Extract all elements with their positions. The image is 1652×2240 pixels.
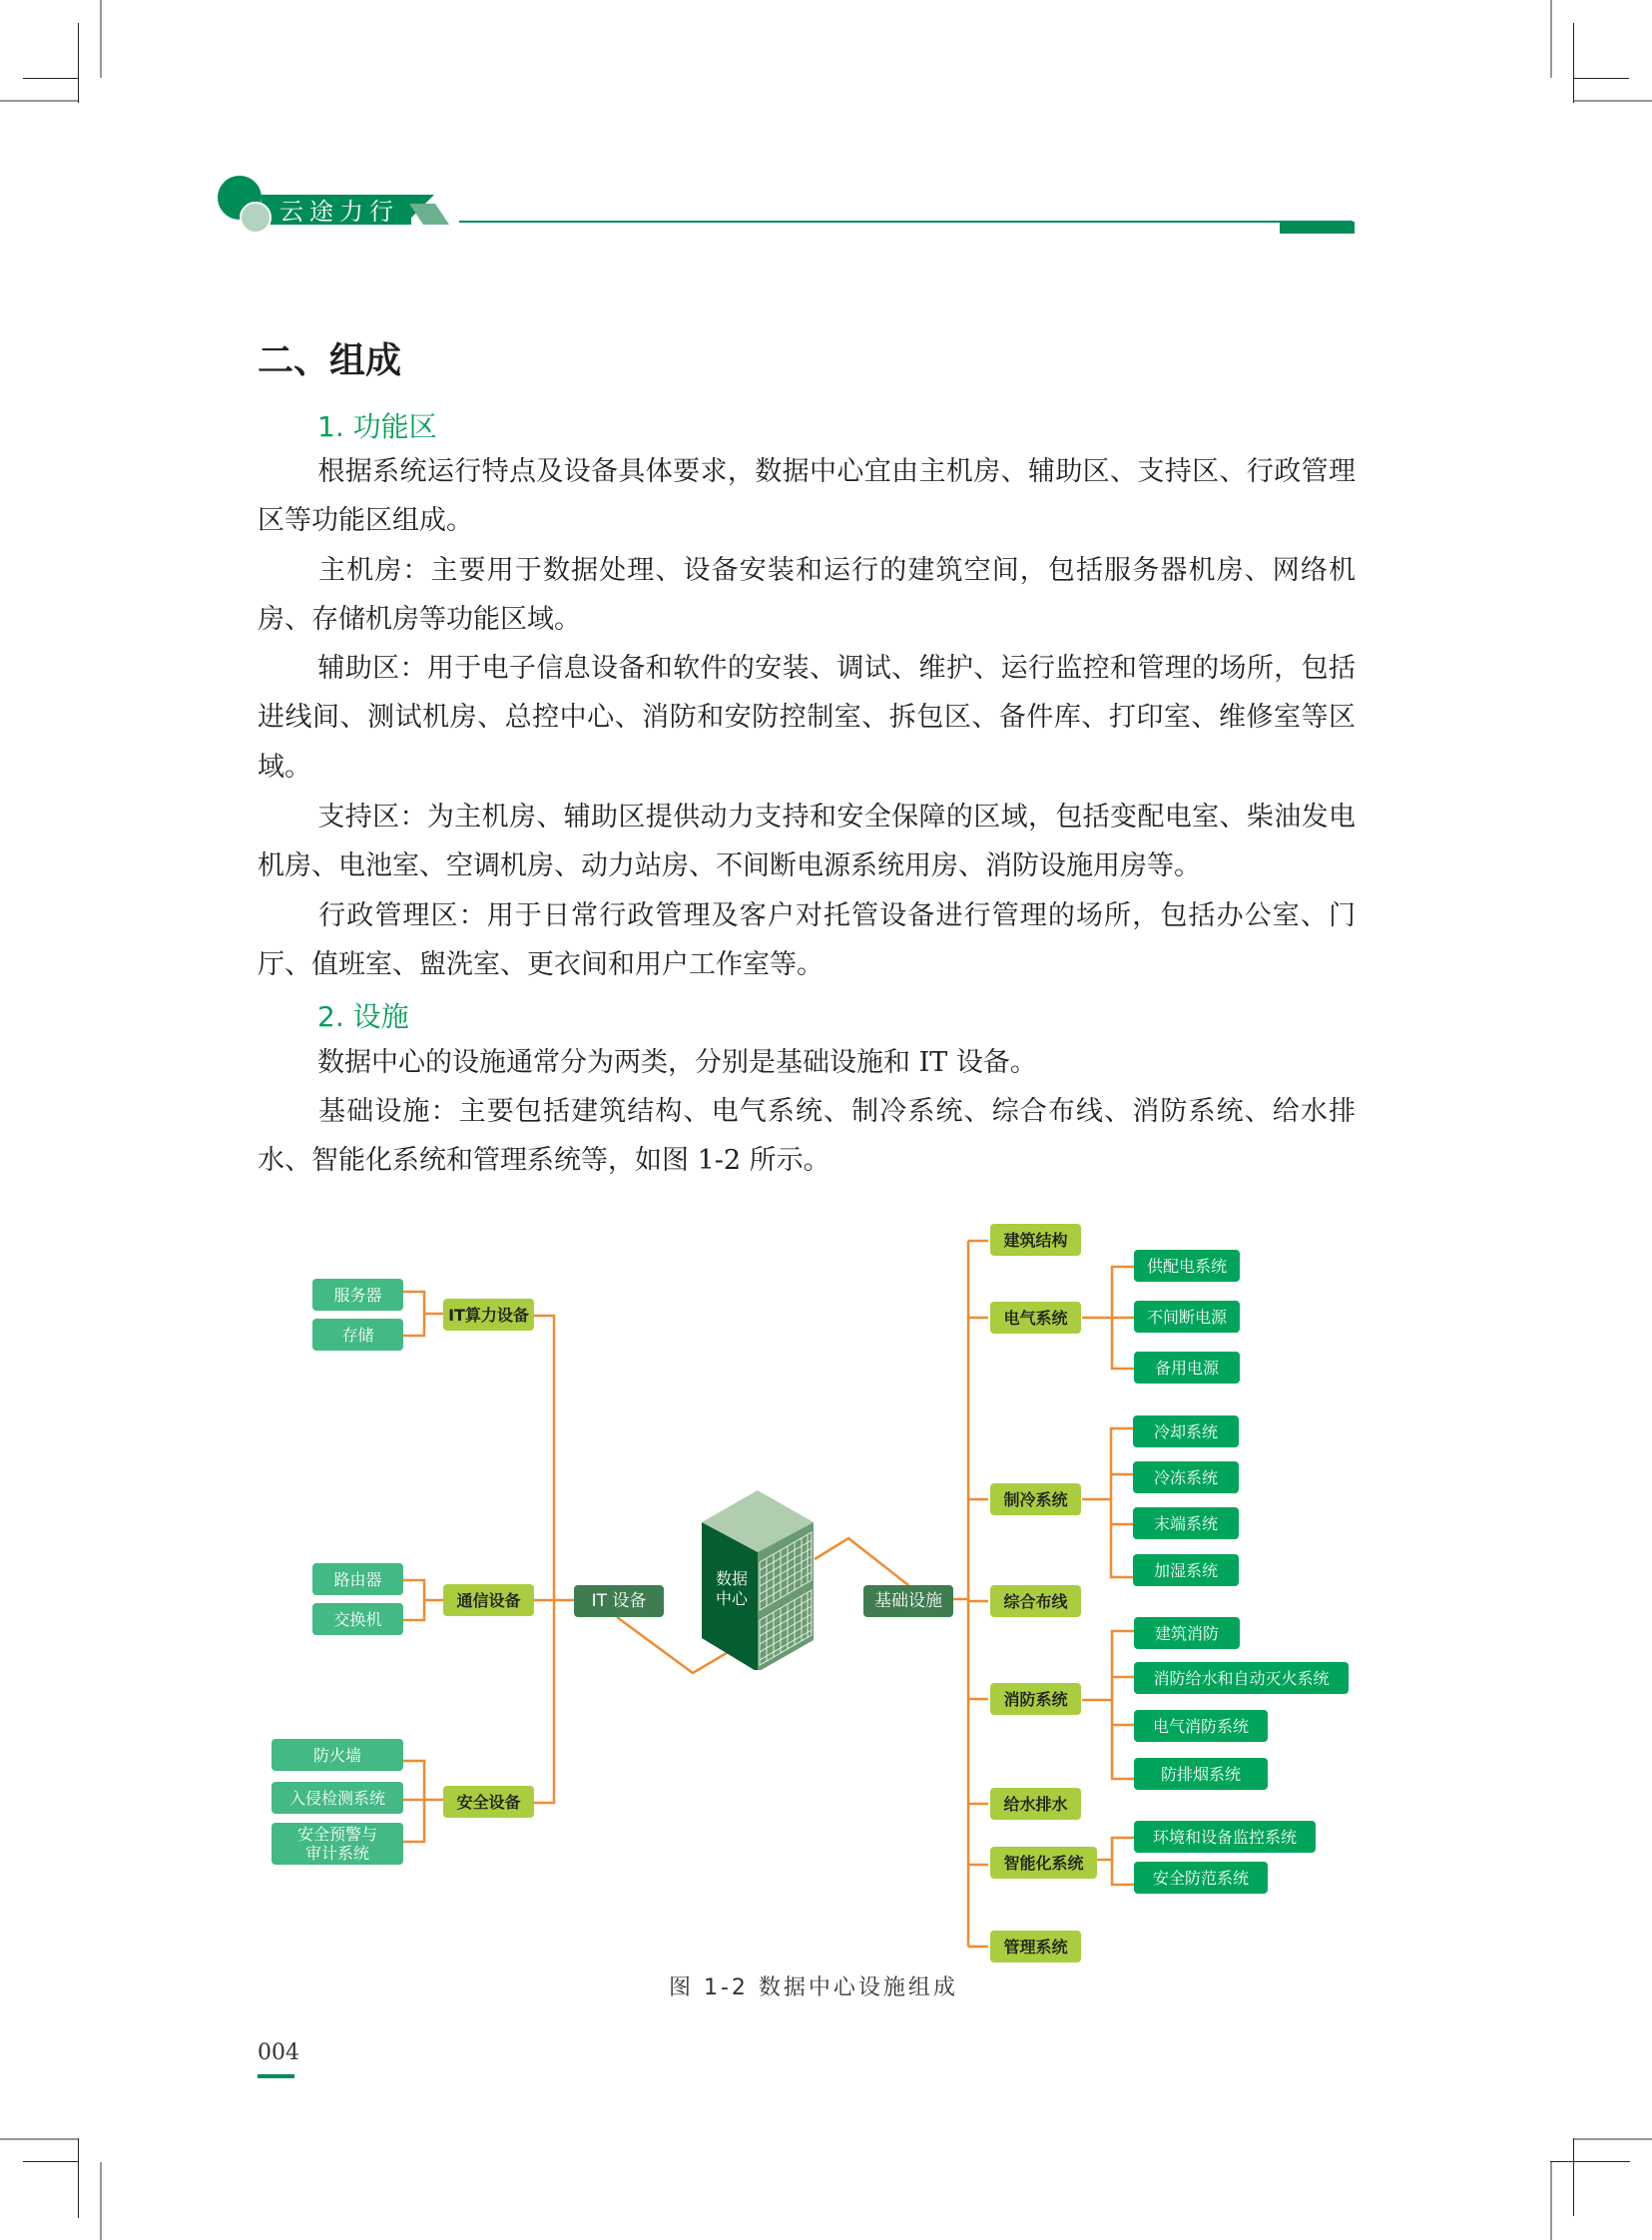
humidification-node: 加湿系统 bbox=[1133, 1554, 1239, 1586]
datacenter-label-line1: 数据 bbox=[715, 1569, 748, 1588]
security-audit-node bbox=[272, 1823, 403, 1865]
power-distribution-node: 供配电系统 bbox=[1134, 1250, 1240, 1282]
security-protection-node: 安全防范系统 bbox=[1134, 1862, 1268, 1894]
paragraph-text: 基础设施：主要包括建筑结构、电气系统、制冷系统、综合布线、消防系统、给水排水、智能化系统和管理系统等，如图 1-2 所示。 bbox=[258, 1096, 1356, 1177]
fire-water-node: 消防给水和自动灭火系统 bbox=[1134, 1662, 1349, 1694]
communication-node: 通信设备 bbox=[443, 1584, 534, 1616]
switch-node: 交换机 bbox=[312, 1603, 403, 1635]
router-node: 路由器 bbox=[312, 1563, 403, 1595]
paragraph-text: 主机房：主要用于数据处理、设备安装和运行的建筑空间，包括服务器机房、网络机房、存储机房等功能区域。 bbox=[258, 555, 1356, 636]
datacenter-label-line2: 中心 bbox=[715, 1589, 748, 1608]
cooling-system-node: 制冷系统 bbox=[990, 1483, 1081, 1515]
building-structure-node: 建筑结构 bbox=[990, 1224, 1081, 1256]
subsection-heading-functional-zones: 1. 功能区 bbox=[317, 410, 437, 443]
intrusion-detection-node: 入侵检测系统 bbox=[272, 1782, 403, 1814]
paragraph-text: 支持区：为主机房、辅助区提供动力支持和安全保障的区域，包括变配电室、柴油发电机房、电池室、空调机房、动力站房、不间断电源系统用房、消防设施用房等。 bbox=[258, 802, 1356, 882]
figure-caption: 图 1-2 数据中心设施组成 bbox=[669, 1975, 958, 2000]
chilling-system-node: 冷却系统 bbox=[1133, 1415, 1239, 1447]
building-fire-node: 建筑消防 bbox=[1134, 1617, 1240, 1649]
datacenter-label bbox=[707, 1569, 757, 1609]
security-audit-line2: 审计系统 bbox=[304, 1844, 369, 1863]
security-audit-line1: 安全预警与 bbox=[296, 1825, 377, 1844]
freezing-system-node: 冷冻系统 bbox=[1133, 1461, 1239, 1493]
page-number: 004 bbox=[258, 2040, 299, 2065]
section-title: 二、组成 bbox=[258, 340, 402, 381]
environment-monitoring-node: 环境和设备监控系统 bbox=[1134, 1821, 1316, 1853]
series-title: 云途力行 bbox=[279, 198, 399, 226]
fire-system-node: 消防系统 bbox=[990, 1683, 1081, 1715]
security-equipment-node: 安全设备 bbox=[443, 1786, 534, 1818]
management-system-node: 管理系统 bbox=[990, 1931, 1081, 1962]
storage-node: 存储 bbox=[312, 1319, 403, 1351]
server-node: 服务器 bbox=[312, 1279, 403, 1311]
page-number-underline bbox=[258, 2074, 294, 2078]
paragraph-text: 辅助区：用于电子信息设备和软件的安装、调试、维护、运行监控和管理的场所，包括进线间、测试机房、总控中心、消防和安防控制室、拆包区、备件库、打印室、维修室等区域。 bbox=[258, 653, 1356, 783]
electrical-system-node: 电气系统 bbox=[990, 1302, 1081, 1334]
backup-power-node: 备用电源 bbox=[1134, 1352, 1240, 1384]
cabling-node: 综合布线 bbox=[990, 1585, 1081, 1617]
smoke-exhaust-node: 防排烟系统 bbox=[1134, 1758, 1268, 1790]
paragraph-text: 行政管理区：用于日常行政管理及客户对托管设备进行管理的场所，包括办公室、门厅、值班室、盥洗室、更衣间和用户工作室等。 bbox=[258, 900, 1356, 981]
it-compute-node: IT算力设备 bbox=[443, 1299, 534, 1331]
infrastructure-node: 基础设施 bbox=[863, 1585, 953, 1617]
water-drainage-node: 给水排水 bbox=[990, 1788, 1081, 1820]
ups-node: 不间断电源 bbox=[1134, 1301, 1240, 1333]
it-equipment-node: IT 设备 bbox=[574, 1585, 664, 1617]
paragraph-text: 数据中心的设施通常分为两类，分别是基础设施和 IT 设备。 bbox=[317, 1047, 1037, 1078]
paragraph-text: 根据系统运行特点及设备具体要求，数据中心宜由主机房、辅助区、支持区、行政管理区等功能区组成。 bbox=[258, 456, 1356, 537]
firewall-node: 防火墙 bbox=[272, 1739, 403, 1771]
terminal-system-node: 末端系统 bbox=[1133, 1507, 1239, 1539]
intelligent-system-node: 智能化系统 bbox=[990, 1847, 1097, 1879]
subsection-heading-facilities: 2. 设施 bbox=[317, 1000, 409, 1033]
electrical-fire-node: 电气消防系统 bbox=[1134, 1710, 1268, 1742]
